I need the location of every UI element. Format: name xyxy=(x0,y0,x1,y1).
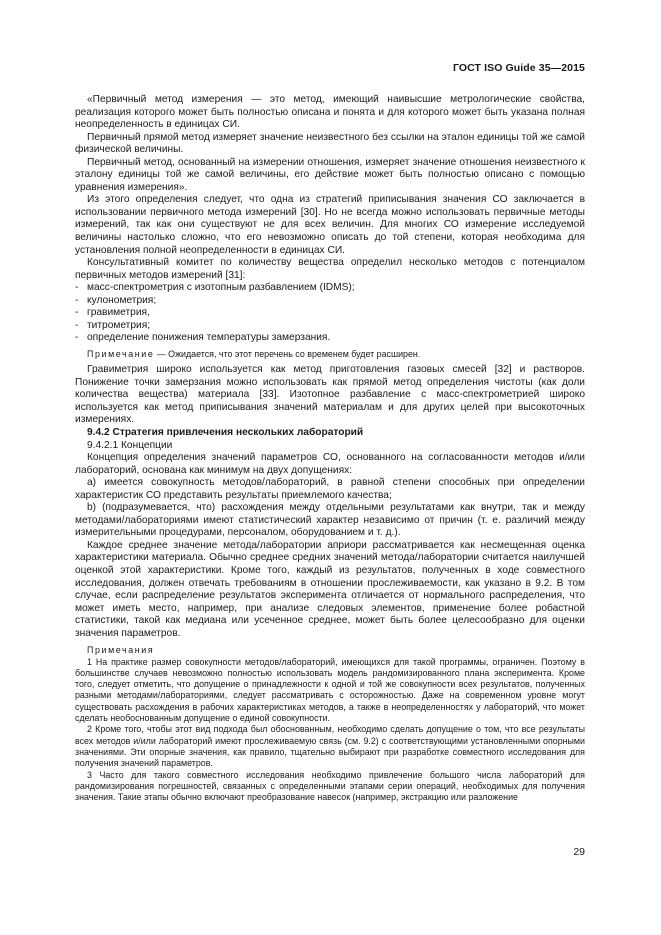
paragraph: Каждое среднее значение метода/лаборатории априори рассматривается как несмещенная оценка характеристики материала. Обычно среднее средних значений метода/лаборатории считается наилучшей оценкой этой характеристики. Кроме того, каждый из результатов, полученных в ходе совместного исследования, должен отвечать требованиям в отношении прослеживаемости, как указано в 9.2. В том случае, если распределение результатов эксперимента отличается от нормального распределения, что может иметь место, например, при анализе следовых элементов, применение более робастной статистики, такой как медиана или усеченное среднее, может быть более целесообразно для оценки значения параметров. xyxy=(75,539,585,639)
paragraph: Консультативный комитет по количеству вещества определил несколько методов с потенциалом первичных методов измерений [31]: xyxy=(75,257,585,281)
note-text: — Ожидается, что этот перечень со временем будет расширен. xyxy=(154,348,421,359)
note xyxy=(75,349,585,360)
note-2: 2 Кроме того, чтобы этот вид подхода был обоснованным, необходимо сделать допущение о том, что все результаты всех методов и/или лабораторий имеют прослеживаемую связь (см. 9.2) с соответствующими установленными опорными значениями. Эти опорные значения, как правило, тщательно выбирают при разработке совместного исследования для получения значений параметров. xyxy=(75,724,585,769)
paragraph: Первичный метод, основанный на измерении отношения, измеряет значение отношения неизвестного к эталону единицы той же самой величины, его действие может быть полностью описано с помощью уравнения измерения». xyxy=(75,156,585,193)
list-dash: - xyxy=(75,307,79,319)
note-label: Примечание xyxy=(87,348,155,359)
list-dash: - xyxy=(75,294,79,306)
subsection-heading: 9.4.2.1 Концепции xyxy=(87,439,173,451)
list-item-text: масс-спектрометрия с изотопным разбавлением (IDMS); xyxy=(87,282,355,294)
standard-header: ГОСТ ISO Guide 35—2015 xyxy=(452,62,585,74)
paragraph: Концепция определения значений параметров СО, основанного на согласованности методов и/или лабораторий, основана как минимум на двух допущениях: xyxy=(75,452,585,476)
list-dash: - xyxy=(75,319,79,331)
page-number: 29 xyxy=(573,846,585,858)
list-item-text: определение понижения температуры замерзания. xyxy=(87,332,331,344)
paragraph: Первичный прямой метод измеряет значение неизвестного без ссылки на эталон единицы той же самой физической величины. xyxy=(75,131,585,156)
list-item xyxy=(75,307,585,320)
paragraph: Гравиметрия широко используется как метод приготовления газовых смесей [32] и растворов. Понижение точки замерзания можно использовать как прямой метод определения чистоты (как доли количества вещества) материала [33]. Изотопное разбавление с масс-спектрометрией широко используется как метод приписывания значений материалам и для других целей при высокоточных измерениях. xyxy=(75,364,585,426)
list-dash: - xyxy=(75,332,79,344)
list-item xyxy=(75,295,585,308)
list-item-a: а) имеется совокупность методов/лабораторий, в равной степени способных при определении характеристик СО представить результаты приемлемого качества; xyxy=(75,477,585,501)
list-item-text: кулонометрия; xyxy=(87,294,157,306)
list-item-b: b) (подразумевается, что) расхождения между отдельными результатами как внутри, так и между методами/лабораториями имеют статистический характер независимо от причин (т. е. различий между измерительными процедурами, персоналом, оборудованием и т. д.). xyxy=(75,502,585,539)
section-heading: 9.4.2 Стратегия привлечения нескольких лабораторий xyxy=(87,426,364,438)
notes-heading xyxy=(75,645,585,656)
list-dash: - xyxy=(75,282,79,294)
notes-label: Примечания xyxy=(87,645,155,656)
page-body xyxy=(75,94,585,803)
list-item xyxy=(75,282,585,295)
list-item xyxy=(75,320,585,333)
note-3: 3 Часто для такого совместного исследования необходимо привлечение большого числа лабораторий для рандомизирования погрешностей, связанных с определенными этапами серии операций, необходимых для получения значения. Такие этапы обычно включают преобразование навесок (например, экстракцию или разложение xyxy=(75,769,585,803)
list-item xyxy=(75,332,585,345)
list-item-text: гравиметрия, xyxy=(87,307,150,319)
list-item-text: титрометрия; xyxy=(87,319,151,331)
paragraph: «Первичный метод измерения — это метод, имеющий наивысшие метрологические свойства, реализация которого может быть полностью описана и понята и для которого может быть указана полная неопределенность в единицах СИ. xyxy=(75,94,585,131)
paragraph: Из этого определения следует, что одна из стратегий приписывания значения СО заключается в использовании первичного метода измерений [30]. Но не всегда можно использовать первичные методы измерений, так как они существуют не для всех величин. Для многих СО измерение исследуемой величины настолько сложно, что его невозможно описать до той степени, которая необходима для установления полной неопределенности в единицах СИ. xyxy=(75,194,585,256)
note-1: 1 На практике размер совокупности методов/лабораторий, имеющихся для такой программы, ограничен. Поэтому в большинстве случаев невозможно полностью использовать модель рандомизированного плана эксперимента. Кроме того, следует отметить, что допущение о принадлежности к одной и той же совокупности всех результатов, полученных разными методами/лабораториями, следует рассматривать с осторожностью. Даже на современном уровне могут существовать расхождения в рабочих характеристиках методов, а также в неопределенностях у лабораторий, что может сделать необоснованным допущение о единой совокупности. xyxy=(75,656,585,724)
